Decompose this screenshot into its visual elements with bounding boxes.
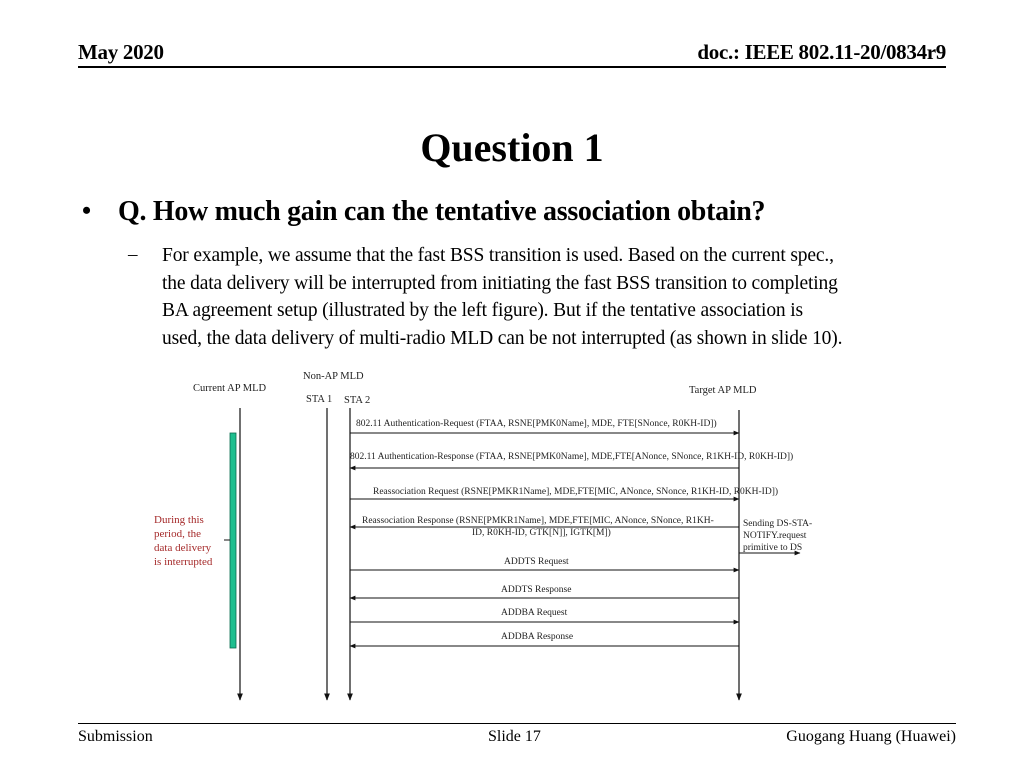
footer-author: Guogang Huang (Huawei) (786, 728, 956, 745)
msg-reassoc-response-line2: ID, R0KH-ID, GTK[N]], IGTK[M]) (472, 528, 611, 538)
entity-current-ap: Current AP MLD (193, 383, 267, 394)
msg-reassoc-response-line1: Reassociation Response (RSNE[PMKR1Name], MDE,FTE[MIC, ANonce, SNonce, R1KH- (362, 516, 714, 526)
interrupt-period-bar (230, 433, 236, 648)
msg-addts-response: ADDTS Response (501, 585, 572, 595)
sub-bullet-line: used, the data delivery of multi-radio MLD can be not interrupted (as shown in slide 10). (162, 327, 843, 349)
footer-divider (78, 723, 956, 724)
msg-addba-response: ADDBA Response (501, 632, 574, 642)
footer-slide-number: Slide 17 (488, 728, 541, 745)
msg-addts-request: ADDTS Request (504, 557, 569, 567)
msg-auth-request: 802.11 Authentication-Request (FTAA, RSNE[PMK0Name], MDE, FTE[SNonce, R0KH-ID]) (356, 419, 717, 429)
dash-icon: – (128, 244, 138, 265)
footer-submission: Submission (78, 728, 153, 745)
header-date: May 2020 (78, 40, 164, 64)
entity-sta1: STA 1 (306, 394, 333, 405)
side-note-ds-notify: Sending DS-STA- NOTIFY.request primitive to DS (743, 519, 813, 553)
interrupt-note: During this period, the data delivery is interrupted (154, 514, 213, 568)
slide-title: Question 1 (420, 125, 604, 170)
bullet-icon: • (82, 196, 92, 225)
bullet-question: Q. How much gain can the tentative association obtain? (118, 196, 766, 227)
entity-non-ap-mld: Non-AP MLD (303, 371, 364, 382)
sub-bullet-line: BA agreement setup (illustrated by the left figure). But if the tentative association is (162, 300, 803, 321)
msg-addba-request: ADDBA Request (501, 608, 568, 618)
entity-sta2: STA 2 (344, 395, 371, 406)
sub-bullet-line: the data delivery will be interrupted from initiating the fast BSS transition to completing (162, 272, 838, 294)
entity-target-ap: Target AP MLD (689, 385, 757, 396)
msg-reassoc-request: Reassociation Request (RSNE[PMKR1Name], MDE,FTE[MIC, ANonce, SNonce, R1KH-ID, R0KH-ID]) (373, 487, 779, 497)
header-doc-id: doc.: IEEE 802.11-20/0834r9 (697, 40, 946, 64)
sub-bullet-line: For example, we assume that the fast BSS transition is used. Based on the current spec., (162, 245, 834, 266)
msg-auth-response: 802.11 Authentication-Response (FTAA, RSNE[PMK0Name], MDE,FTE[ANonce, SNonce, R1KH-ID, R0KH-ID]) (350, 452, 794, 462)
